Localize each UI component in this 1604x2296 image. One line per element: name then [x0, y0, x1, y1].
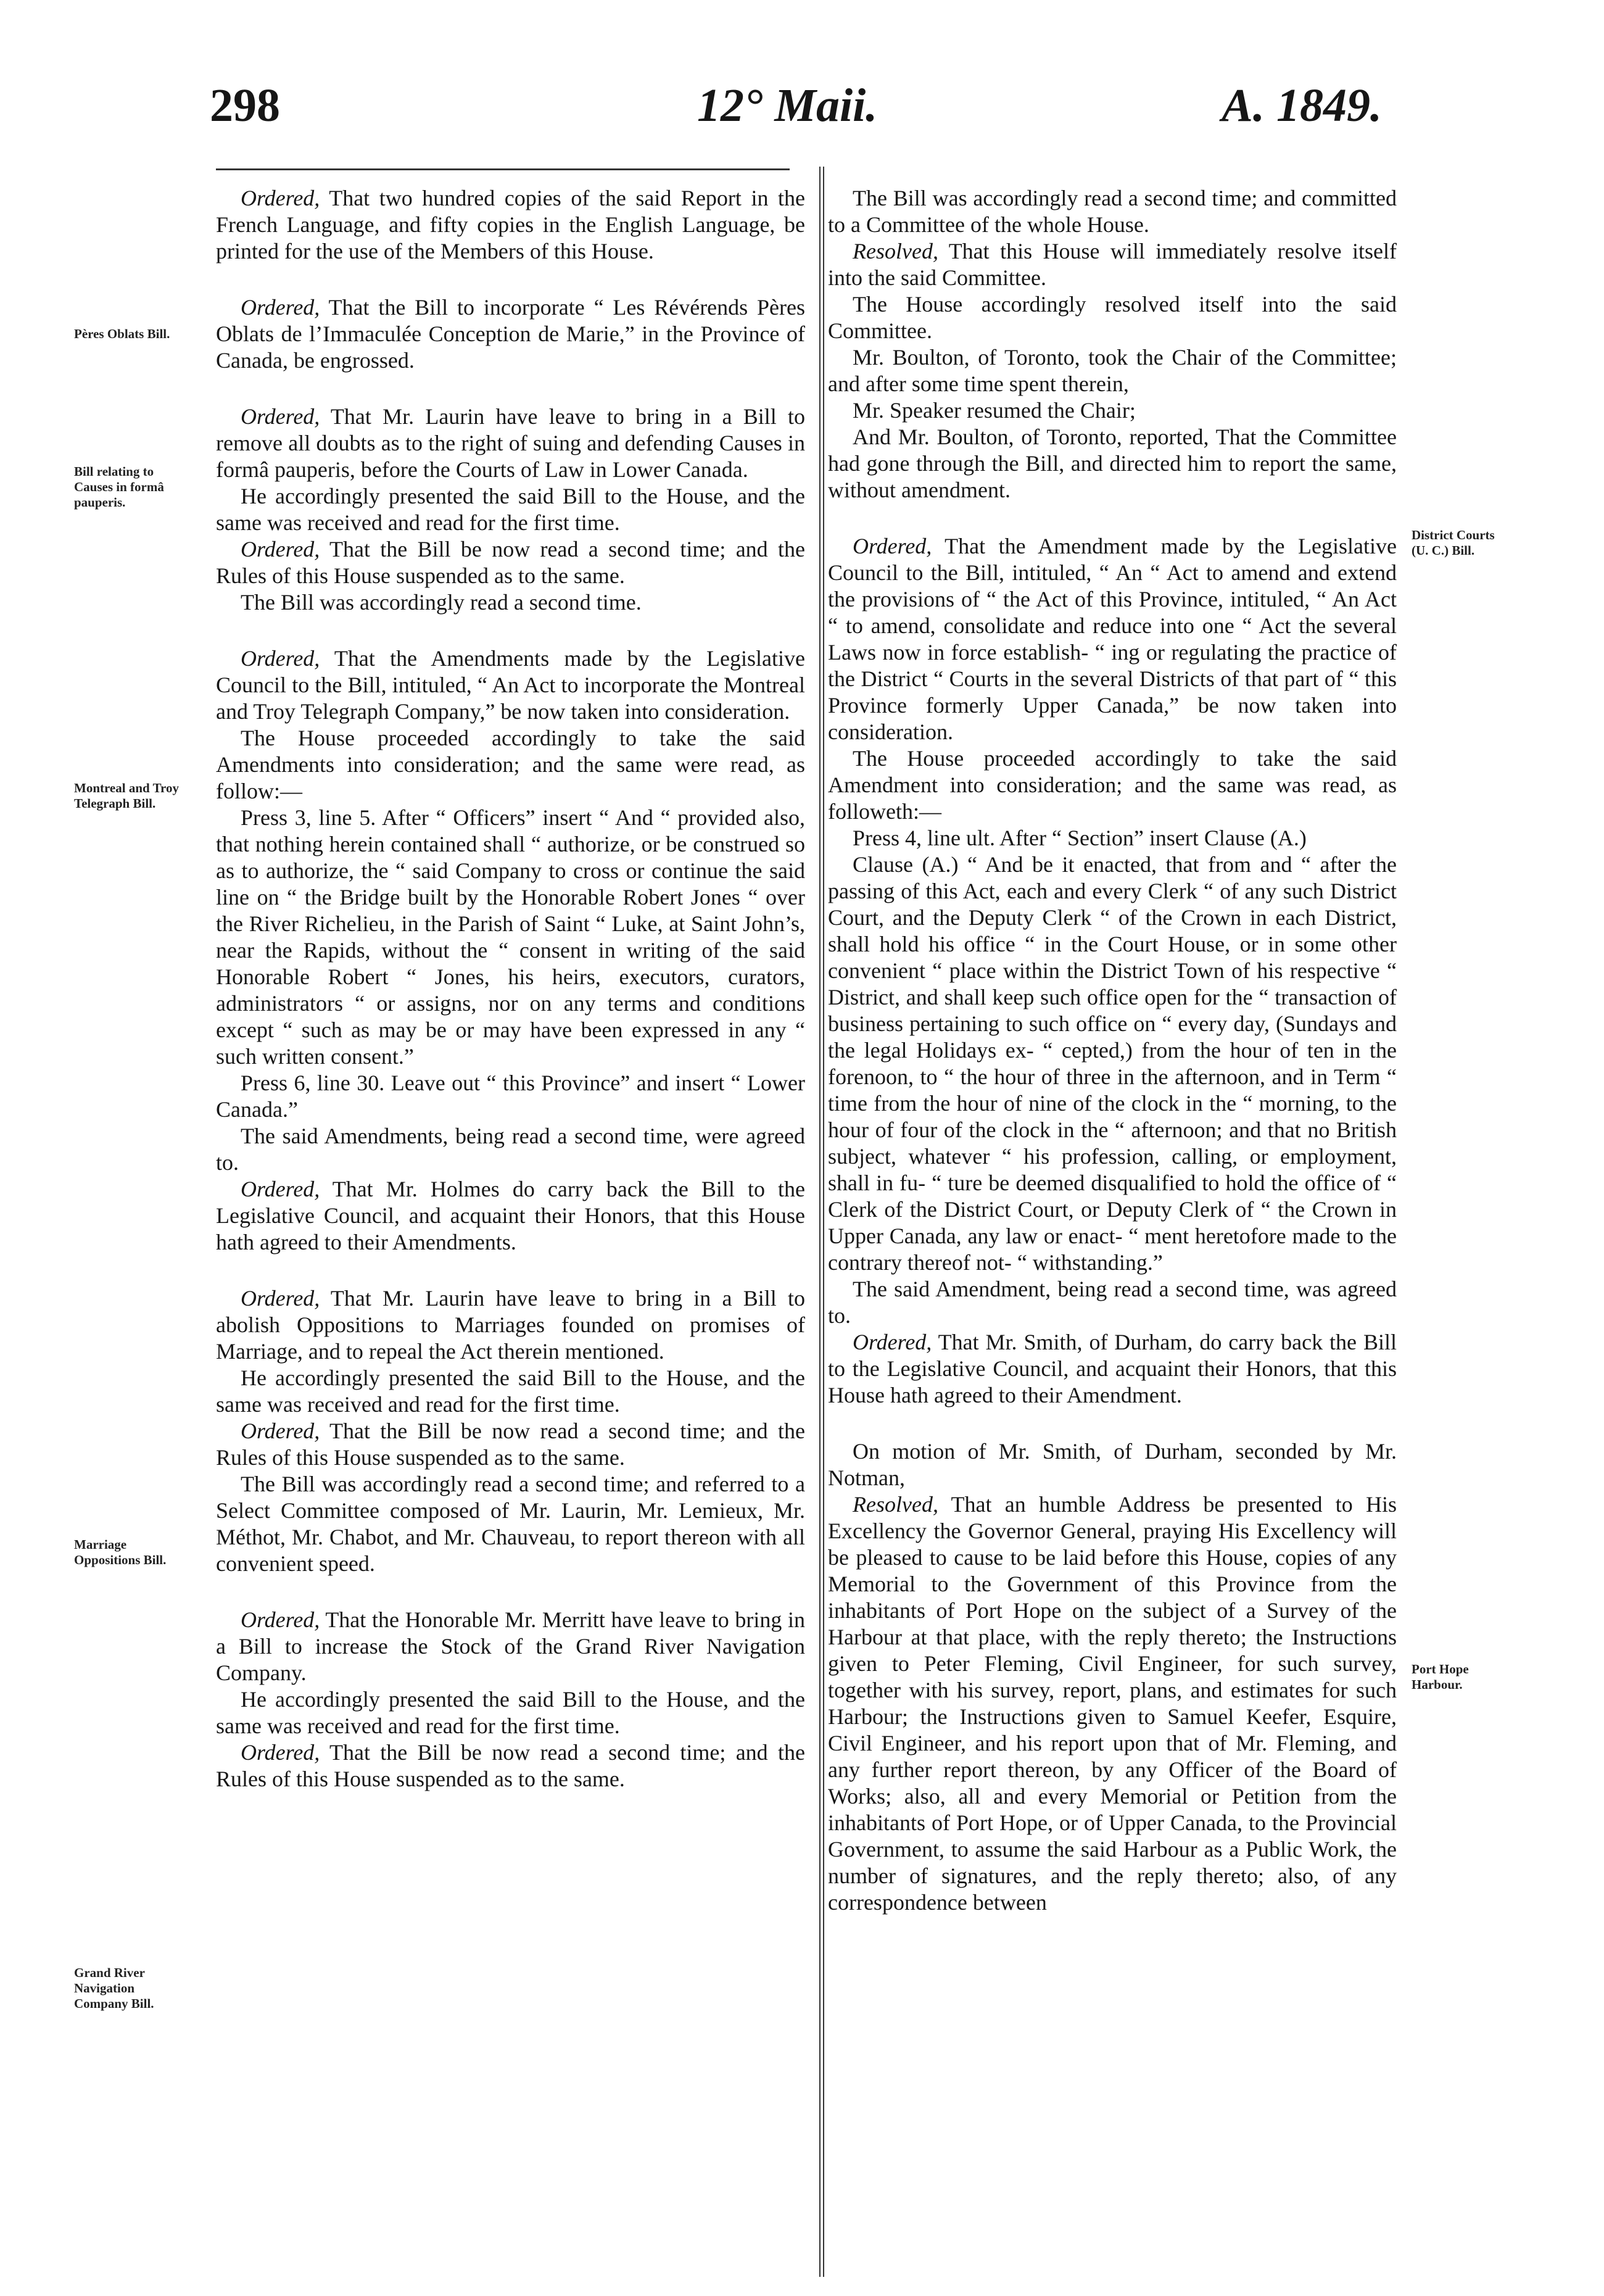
paragraph: And Mr. Boulton, of Toronto, reported, That the Committee had gone through the Bill, and directed him to report the same, without amendment.: [828, 425, 1397, 502]
paragraph: The House accordingly resolved itself into the said Committee.: [828, 292, 1397, 343]
paragraph: Ordered, That the Amendment made by the Legislative Council to the Bill, intituled, “ An “ Act to amend and extend the provisions of “ the Act of this Province, intituled, “ An Act “ to amend, consolidate and reduce into one “ Act the several Laws now in force establish- “ ing or regulating the practice of the District “ Courts in the several Districts of that part of “ this Province formerly Upper Canada,” be now taken into consideration.: [828, 534, 1397, 744]
paragraph: He accordingly presented the said Bill to the House, and the same was received and read for the first time.: [216, 1366, 805, 1417]
margin-note-montreal-troy: Montreal and Troy Telegraph Bill.: [74, 781, 179, 811]
right-column: [828, 185, 1397, 1916]
paragraph: The Bill was accordingly read a second time.: [241, 590, 642, 615]
page-date: 12° Maii.: [697, 80, 878, 131]
paragraph: Resolved, That an humble Address be presented to His Excellency the Governor General, praying His Excellency will be pleased to cause to be laid before this House, copies of any Memorial to the Government of this Province from the inhabitants of Port Hope on the subject of a Survey of the Harbour at that place, with the reply thereto; the Instructions given to Peter Fleming, Civil Engineer, for such survey, together with his survey, report, plans, and estimates for such Harbour; the Instructions given to Samuel Keefer, Esquire, Civil Engineer, and his report upon that of Mr. Fleming, and any further report thereon, by any Officer of the Board of Works; also, all and every Memorial or Petition from the inhabitants of Port Hope, or of Upper Canada, to the Provincial Government, to assume the said Harbour as a Public Work, the number of signatures, and the reply thereto; also, of any correspondence between: [828, 1492, 1397, 1915]
paragraph: Ordered, That Mr. Holmes do carry back the Bill to the Legislative Council, and acquaint their Honors, that this House hath agreed to their Amendments.: [216, 1177, 805, 1254]
paragraph: Clause (A.) “ And be it enacted, that from and “ after the passing of this Act, each and every Clerk “ of any such District Court, and the Deputy Clerk “ of the Crown in each District, shall hold his office “ in the Court House, or in some other convenient “ place within the District Town of his respective “ District, and shall keep such office open for the “ transaction of business pertaining to such office on “ every day, (Sundays and the legal Holidays ex- “ cepted,) from the hour of ten in the forenoon, to “ the hour of three in the afternoon, and in Term “ time from the hour of nine of the clock in the “ morning, to the hour of four of the clock in the “ afternoon; and that no British subject, whatever “ his profession, calling, or employment, shall in fu- “ ture be deemed disqualified to hold the office of “ Clerk of the District Court, or Deputy Clerk of “ the Crown in Upper Canada, any law or enact- “ ment heretofore made to the contrary thereof not- “ withstanding.”: [828, 852, 1397, 1275]
paragraph: The House proceeded accordingly to take the said Amendments into consideration; and the same were read, as follow:—: [216, 726, 805, 803]
paragraph: Ordered, That Mr. Laurin have leave to bring in a Bill to abolish Oppositions to Marriages founded on promises of Marriage, and to repeal the Act therein mentioned.: [216, 1286, 805, 1364]
margin-note-port-hope: Port Hope Harbour.: [1412, 1662, 1469, 1692]
paragraph: The House proceeded accordingly to take the said Amendment into consideration; and the same was read, as followeth:—: [828, 746, 1397, 824]
paragraph: Ordered, That Mr. Laurin have leave to bring in a Bill to remove all doubts as to the right of suing and defending Causes in formâ pauperis, before the Courts of Law in Lower Canada.: [216, 404, 805, 482]
paragraph: The said Amendments, being read a second time, were agreed to.: [216, 1124, 805, 1175]
paragraph: Ordered, That the Bill be now read a second time; and the Rules of this House suspended as to the same.: [216, 1419, 805, 1470]
margin-note-peres-oblats: Pères Oblats Bill.: [74, 326, 170, 341]
page-header: [210, 79, 1382, 135]
paragraph: Ordered, That the Amendments made by the Legislative Council to the Bill, intituled, “ An Act to incorporate the Montreal and Troy Telegraph Company,” be now taken into consideration.: [216, 646, 805, 724]
paragraph: Press 6, line 30. Leave out “ this Province” and insert “ Lower Canada.”: [216, 1071, 805, 1122]
page-year: A. 1849.: [1222, 80, 1382, 131]
paragraph: He accordingly presented the said Bill to the House, and the same was received and read for the first time.: [216, 1687, 805, 1738]
paragraph: The Bill was accordingly read a second time; and committed to a Committee of the whole House.: [828, 186, 1397, 237]
paragraph: Resolved, That this House will immediately resolve itself into the said Committee.: [828, 239, 1397, 290]
paragraph: The Bill was accordingly read a second time; and referred to a Select Committee composed of Mr. Laurin, Mr. Lemieux, Mr. Méthot, Mr. Chabot, and Mr. Chauveau, to report thereon with all convenient speed.: [216, 1472, 805, 1576]
paragraph: Ordered, That two hundred copies of the said Report in the French Language, and fifty copies in the English Language, be printed for the use of the Members of this House.: [216, 186, 805, 263]
paragraph: Ordered, That the Bill be now read a second time; and the Rules of this House suspended as to the same.: [216, 537, 805, 588]
column-divider: [819, 167, 824, 2277]
page-number: 298: [210, 80, 280, 131]
paragraph: Ordered, That the Bill to incorporate “ Les Révérends Pères Oblats de l’Immaculée Conception de Marie,” in the Province of Canada, be engrossed.: [216, 295, 805, 373]
paragraph: The said Amendment, being read a second time, was agreed to.: [828, 1277, 1397, 1328]
paragraph: Ordered, That the Honorable Mr. Merritt have leave to bring in a Bill to increase the Stock of the Grand River Navigation Company.: [216, 1607, 805, 1685]
margin-note-forma-pauperis: Bill relating to Causes in formâ pauperis.: [74, 464, 164, 510]
left-column: [216, 185, 805, 1792]
paragraph: Ordered, That the Bill be now read a second time; and the Rules of this House suspended as to the same.: [216, 1740, 805, 1791]
paragraph: Press 3, line 5. After “ Officers” insert “ And “ provided also, that nothing herein contained shall “ authorize, or be construed so as to authorize, the “ said Company to cross or continue the said line on “ the Bridge built by the Honorable Robert Jones “ over the River Richelieu, in the Parish of Saint “ Luke, at Saint John’s, near the Rapids, without the “ consent in writing of the said Honorable Robert “ Jones, his heirs, executors, curators, administrators “ or assigns, nor on any terms and conditions except “ such as may be or may have been expressed in any “ such written consent.”: [216, 805, 805, 1069]
paragraph: Ordered, That Mr. Smith, of Durham, do carry back the Bill to the Legislative Council, and acquaint their Honors, that this House hath agreed to their Amendment.: [828, 1330, 1397, 1407]
margin-note-grand-river: Grand River Navigation Company Bill.: [74, 1965, 154, 2011]
paragraph: On motion of Mr. Smith, of Durham, seconded by Mr. Notman,: [828, 1439, 1397, 1490]
margin-note-marriage-oppositions: Marriage Oppositions Bill.: [74, 1537, 167, 1567]
paragraph: Mr. Boulton, of Toronto, took the Chair of the Committee; and after some time spent therein,: [828, 345, 1397, 396]
paragraph: Press 4, line ult. After “ Section” insert Clause (A.): [853, 826, 1307, 850]
paragraph: He accordingly presented the said Bill to the House, and the same was received and read for the first time.: [216, 484, 805, 535]
paragraph: Mr. Speaker resumed the Chair;: [853, 398, 1136, 423]
margin-note-district-courts: District Courts (U. C.) Bill.: [1412, 528, 1495, 558]
header-rule: [216, 168, 790, 170]
